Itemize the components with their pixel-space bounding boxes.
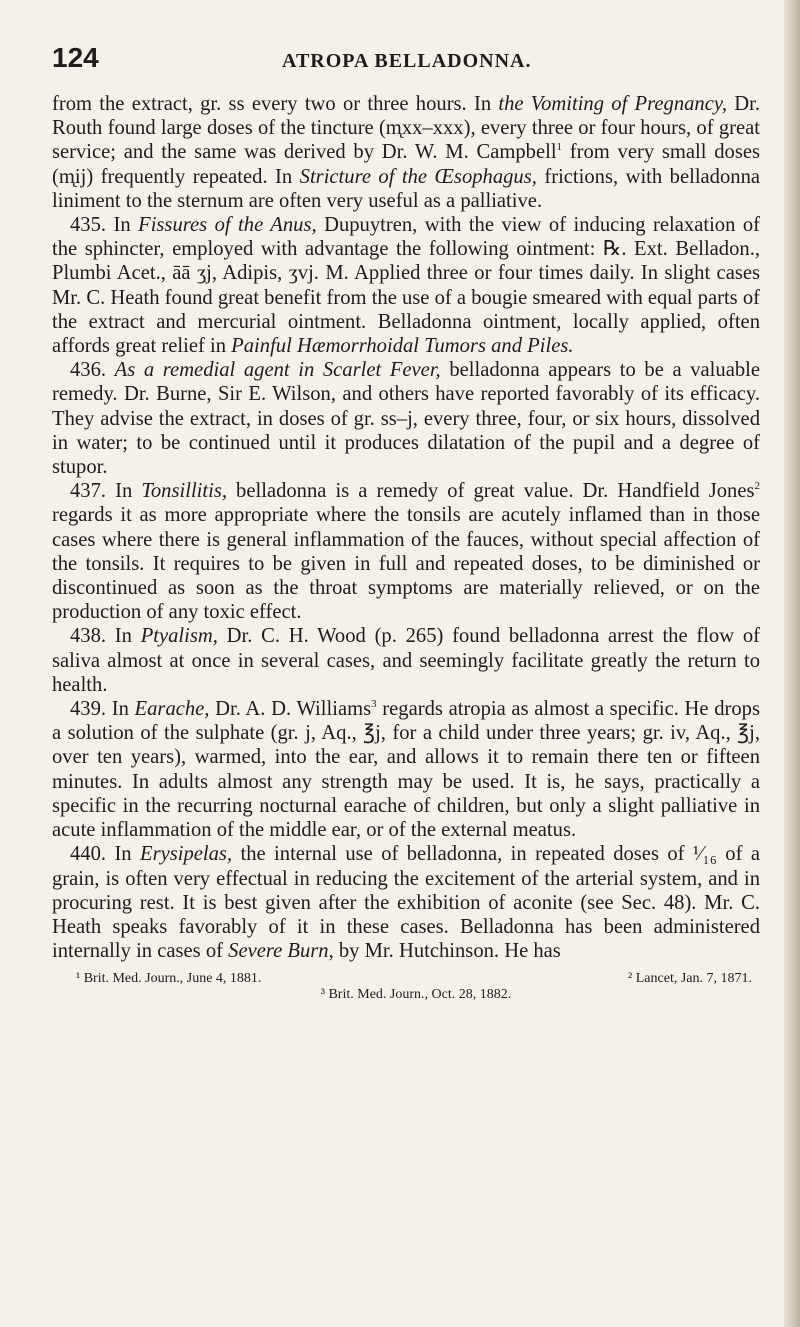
text-run: by Mr. Hutchinson. He has [333,940,561,963]
text-run: belladonna appears to be a valuable remedy. Dr. Burne, Sir E. Wilson, and others have reported favorably of its efficacy. They advise the extract, in doses of gr. ss–j, every three, four, or six hours, dissolved in water; to be continued until it produces dilatation of the pupil and a degree of stupor. [52,359,761,479]
italic-text: Earache, [134,698,210,721]
paragraph [52,358,760,479]
footnote-1: ¹ Brit. Med. Journ., June 4, 1881. [76,971,262,987]
paragraph [52,479,760,624]
footnote-ref: 2 [754,480,760,493]
running-title: ATROPA BELLADONNA. [282,50,532,72]
paragraph [52,842,760,963]
text-run: Dupuytren, with the view of inducing relaxation of the sphincter, employed with advantage the following ointment: ℞. Ext. Belladon., Plumbi Acet., āā ʒj, Adipis, ʒvj. M. Applied three or four times daily. In slight cases Mr. C. Heath found great benefit from the use of a bougie smeared with equal parts of the extract and mercurial ointment. Belladonna ointment, locally applied, often affords great relief in [52,214,760,358]
text-run: 440. In [70,843,140,866]
footnote-ref: 3 [371,698,377,711]
text-run: Dr. C. H. Wood (p. 265) found belladonna arrest the flow of saliva almost at once in several cases, and seemingly facilitate greatly the return to health. [52,625,760,696]
body-text [52,92,760,963]
italic-text: Fissures of the Anus, [138,214,317,237]
text-run: Dr. Routh found large doses of the tincture (m̨xx–xxx), every three or four hours, of great service; and the same was derived by Dr. W. M. Campbell [52,93,761,164]
italic-text: Painful Hæmorrhoidal Tumors and Piles. [231,335,574,358]
text-run: 437. In [70,480,142,503]
italic-text: Ptyalism, [140,625,218,648]
italic-text: the Vomiting of Pregnancy, [498,93,728,115]
text-run: regards atropia as almost a specific. He drops a solution of the sulphate (gr. j, Aq., ℥j, for a child under three years; gr. iv, Aq., ℥j, over ten years), warmed, into the ear, and allows it to remain there ten or fifteen minutes. In adults almost any strength may be used. It is, he says, practically a specific in the recurring nocturnal earache of children, but only a slight palliative in acute inflammation of the middle ear, or of the external meatus. [52,698,760,842]
text-run: belladonna is a remedy of great value. Dr. Handfield Jones [227,480,755,503]
italic-text: Erysipelas, [140,843,233,866]
paragraph [52,697,760,842]
page-header [52,42,760,92]
italic-text: Severe Burn, [228,940,334,963]
text-run: 438. In [70,625,141,648]
italic-text: Tonsillitis, [141,480,227,503]
italic-text: Stricture of the Œsophagus, [299,165,537,188]
text-run: the internal use of belladonna, in repeated doses of ¹⁄₁₆ of a grain, is often very effectual in reducing the excitement of the arterial system, and in procuring rest. It is best given after the exhibition of aconite (see Sec. 48). Mr. C. Heath speaks favorably of it in these cases. Belladonna has been administered internally in cases of [52,843,760,963]
text-run: from the extract, gr. ss every two or three hours. In [52,93,499,115]
text-run: frictions, with belladonna liniment to the sternum are often very useful as a palliative. [52,165,761,212]
paragraph [52,213,760,358]
text-run: 439. In [70,698,135,721]
text-run: 436. [70,359,115,382]
text-run: 435. In [70,214,139,237]
italic-text: As a remedial agent in Scarlet Fever, [114,359,441,382]
footnote-2: ² Lancet, Jan. 7, 1871. [628,971,752,987]
book-page [52,42,760,1003]
text-run: Dr. A. D. Williams [209,698,372,721]
paragraph [52,92,760,213]
footnotes [52,971,760,1003]
footnote-ref: 1 [556,141,563,154]
footnote-3: ³ Brit. Med. Journ., Oct. 28, 1882. [320,987,512,1003]
page-spine-edge [784,0,800,1327]
paragraph [52,624,760,697]
page-number: 124 [52,42,99,73]
text-run: from very small doses (m̨ij) frequently repeated. In [52,141,760,188]
text-run: regards it as more appropriate where the tonsils are acutely inflamed than in those cases where there is general inflammation of the fauces, without special affection of the tonsils. It requires to be given in full and repeated doses, to be diminished or discontinued as soon as the throat symptoms are materially relieved, or on the production of any toxic effect. [52,504,760,624]
